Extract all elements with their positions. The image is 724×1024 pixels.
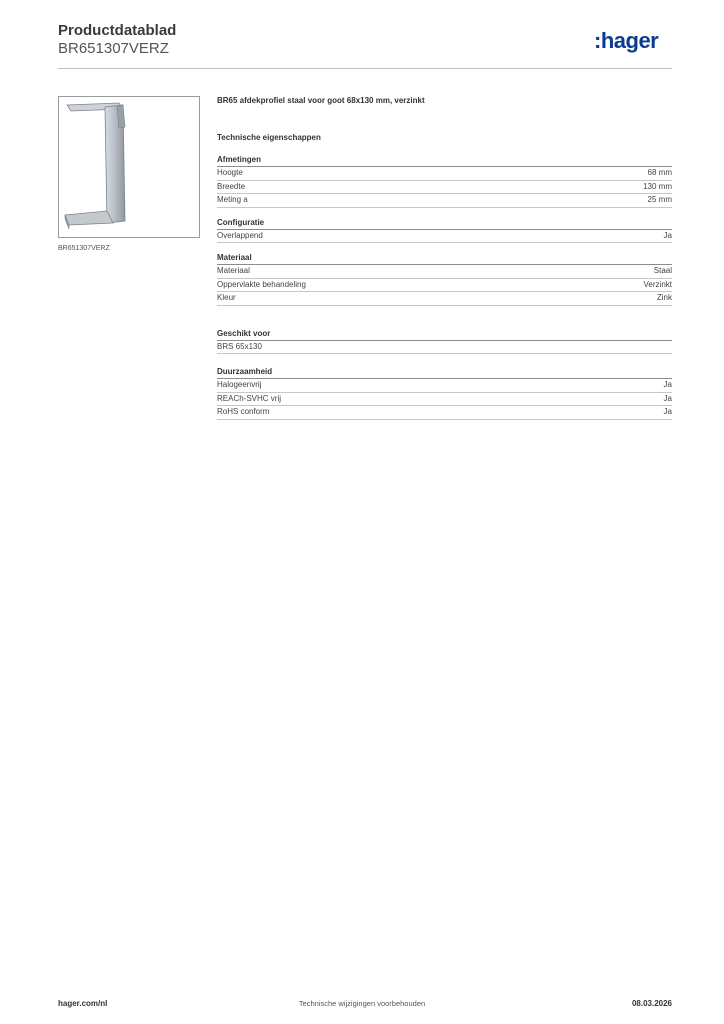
section-configuratie — [217, 217, 672, 244]
tech-heading: Technische eigenschappen — [217, 133, 321, 142]
spec-label: BRS 65x130 — [217, 341, 262, 351]
spec-value: 68 mm — [647, 168, 672, 177]
section-duurzaamheid — [217, 366, 672, 420]
spec-row — [217, 194, 672, 208]
spec-label: Kleur — [217, 293, 236, 302]
spec-label: Meting a — [217, 195, 248, 204]
image-caption: BR651307VERZ — [58, 245, 110, 252]
section-materiaal — [217, 252, 672, 306]
spec-label: Breedte — [217, 181, 246, 191]
product-title: BR65 afdekprofiel staal voor goot 68x130 mm, verzinkt — [217, 96, 425, 105]
spec-label: Hoogte — [217, 168, 243, 177]
spec-label: Overlappend — [217, 230, 263, 240]
spec-value: Ja — [663, 230, 672, 240]
section-title: Afmetingen — [217, 154, 672, 167]
section-title: Duurzaamheid — [217, 366, 672, 379]
spec-row — [217, 167, 672, 181]
spec-label: Materiaal — [217, 266, 250, 275]
spec-label: RoHS conform — [217, 407, 270, 416]
spec-row — [217, 279, 672, 293]
spec-row — [217, 406, 672, 420]
spec-value: 130 mm — [643, 181, 672, 191]
spec-value: Ja — [663, 393, 672, 403]
footer-website-link[interactable]: hager.com/nl — [58, 999, 108, 1008]
section-title: Geschikt voor — [217, 328, 672, 341]
spec-row — [217, 393, 672, 407]
spec-value: Zink — [656, 293, 672, 302]
section-afmetingen — [217, 154, 672, 208]
spec-value: Ja — [663, 407, 672, 416]
section-title: Materiaal — [217, 252, 672, 265]
spec-label: Oppervlakte behandeling — [217, 279, 306, 289]
logo-text: hager — [600, 28, 659, 53]
spec-value: Verzinkt — [643, 279, 672, 289]
spec-row — [217, 292, 672, 306]
spec-content — [217, 94, 672, 420]
product-code: BR651307VERZ — [58, 40, 169, 57]
page-title: Productdatablad — [58, 22, 177, 39]
header-divider — [58, 68, 672, 69]
product-image — [58, 96, 200, 238]
section-title: Configuratie — [217, 217, 672, 230]
spec-row — [217, 181, 672, 195]
spec-row — [217, 265, 672, 279]
spec-value: 25 mm — [647, 195, 672, 204]
section-geschikt-voor — [217, 328, 672, 355]
spec-row — [217, 379, 672, 393]
cover-profile-illustration — [59, 97, 199, 237]
spec-label: Halogeenvrij — [217, 380, 262, 389]
spec-value: Ja — [663, 380, 672, 389]
spec-row — [217, 341, 672, 355]
footer-date: 08.03.2026 — [631, 999, 672, 1008]
spec-label: REACh-SVHC vrij — [217, 393, 282, 403]
hager-logo: :hager — [594, 28, 659, 53]
spec-row — [217, 230, 672, 244]
spec-value: Staal — [653, 266, 672, 275]
footer-disclaimer: Technische wijzigingen voorbehouden — [298, 999, 426, 1008]
